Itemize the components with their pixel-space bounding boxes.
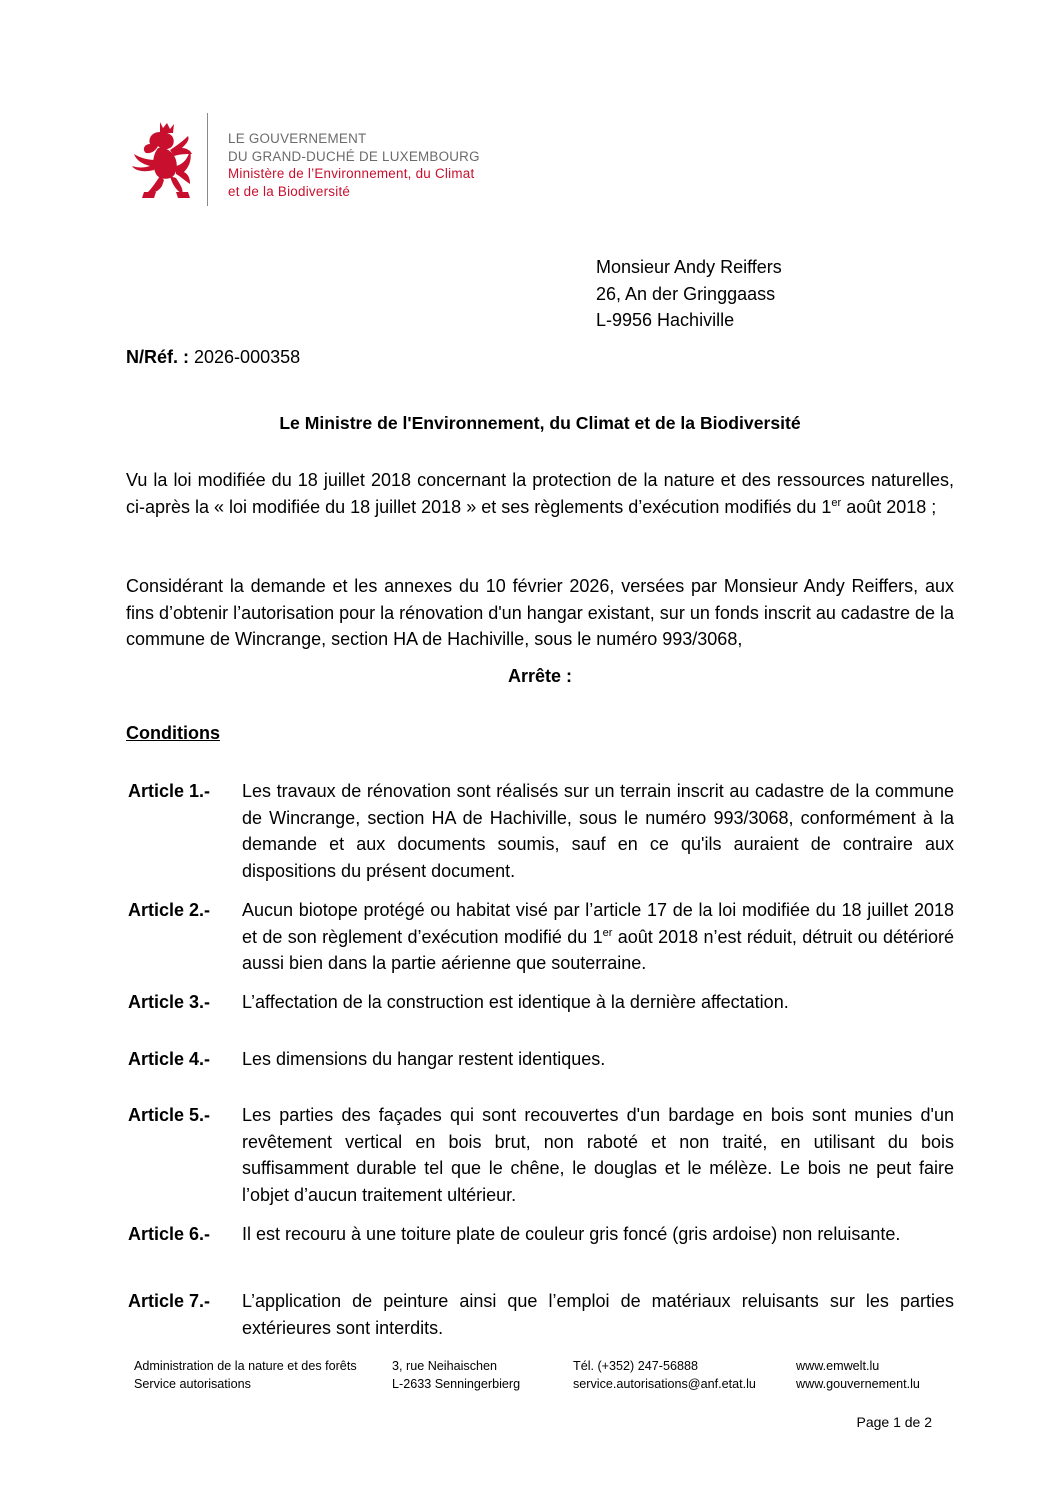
article-1-label: Article 1.-: [128, 781, 211, 801]
recipient-name: Monsieur Andy Reiffers: [596, 257, 782, 277]
page-number: Page 1 de 2: [856, 1414, 932, 1430]
paragraph-legal-basis-b: août 2018 ;: [841, 496, 937, 517]
conditions-heading: Conditions: [126, 723, 220, 743]
article-3-text: L’affectation de la construction est identique à la dernière affectation.: [242, 992, 789, 1012]
footer-contact: [573, 1358, 756, 1393]
recipient-city: L-9956 Hachiville: [596, 310, 735, 330]
org-line-2: DU GRAND-DUCHÉ DE LUXEMBOURG: [228, 148, 480, 164]
footer-col2-line2: L-2633 Senningerbierg: [392, 1376, 521, 1391]
arrete-heading: Arrête :: [507, 666, 573, 686]
superscript-er: er: [831, 496, 842, 509]
paragraph-legal-basis-a: Vu la loi modifiée du 18 juillet 2018 concernant la protection de la nature et des ressources naturelles, ci-après la « loi modifiée du 18 juillet 2018 » et ses règlements d’exécution modifiés du 1: [126, 470, 954, 517]
reference-line: [126, 347, 300, 368]
recipient-street: 26, An der Gringgaass: [596, 283, 776, 304]
article-7-label: Article 7.-: [128, 1291, 211, 1311]
government-header: [228, 130, 480, 200]
superscript-er: er: [602, 926, 613, 939]
footer-address: [392, 1358, 520, 1393]
article-5-label: Article 5.-: [128, 1105, 211, 1125]
article-2-text: [242, 897, 954, 977]
paragraph-legal-basis: [126, 467, 954, 520]
footer-administration: [134, 1358, 357, 1393]
org-line-1: LE GOUVERNEMENT: [228, 131, 367, 146]
article-6-label: Article 6.-: [128, 1224, 211, 1244]
recipient-address: [596, 254, 782, 334]
article-6-text: Il est recouru à une toiture plate de couleur gris foncé (gris ardoise) non reluisante.: [242, 1224, 901, 1244]
footer-website-emwelt-link[interactable]: www.emwelt.lu: [796, 1359, 880, 1373]
article-3-label: Article 3.-: [128, 992, 211, 1012]
ministry-line-1: Ministère de l’Environnement, du Climat: [228, 166, 475, 181]
document-title: Le Ministre de l'Environnement, du Climat et de la Biodiversité: [279, 413, 801, 433]
article-4-text: Les dimensions du hangar restent identiques.: [242, 1049, 606, 1069]
article-2-text-b: août 2018 n’est réduit, détruit ou détérioré aussi bien dans la partie aérienne que souterraine.: [242, 926, 954, 973]
reference-label: N/Réf. :: [126, 347, 189, 367]
footer-col1-line1: Administration de la nature et des forêts: [134, 1359, 357, 1373]
footer-col1-line2: Service autorisations: [134, 1376, 251, 1391]
header-divider: [207, 113, 208, 206]
reference-value: 2026-000358: [194, 347, 301, 367]
article-2-label: Article 2.-: [128, 900, 211, 920]
paragraph-request: Considérant la demande et les annexes du 10 février 2026, versées par Monsieur Andy Reiffers, aux fins d’obtenir l’autorisation pour la rénovation d'un hangar existant, sur un fonds inscrit au cadastre de la commune de Wincrange, section HA de Hachiville, sous le numéro 993/3068,: [126, 576, 954, 649]
footer-email-link[interactable]: service.autorisations@anf.etat.lu: [573, 1376, 756, 1391]
footer-websites: [796, 1358, 920, 1393]
article-5-text: Les parties des façades qui sont recouvertes d'un bardage en bois sont munies d'un revêtement vertical en bois brut, non raboté et non traité, en utilisant du bois suffisamment durable tel que le chêne, le douglas et le mélèze. Le bois ne peut faire l’objet d’aucun traitement ultérieur.: [242, 1105, 954, 1205]
footer-col2-line1: 3, rue Neihaischen: [392, 1359, 498, 1373]
footer-phone: Tél. (+352) 247-56888: [573, 1359, 698, 1373]
article-4-label: Article 4.-: [128, 1049, 211, 1069]
article-7-text: L’application de peinture ainsi que l’emploi de matériaux reluisants sur les parties extérieures sont interdits.: [242, 1291, 954, 1338]
coat-of-arms-lion-logo: [130, 120, 196, 200]
article-2-text-a: Aucun biotope protégé ou habitat visé par l’article 17 de la loi modifiée du 18 juillet 2018 et de son règlement d’exécution modifié du 1: [242, 900, 954, 947]
article-1-text: Les travaux de rénovation sont réalisés sur un terrain inscrit au cadastre de la commune de Wincrange, section HA de Hachiville, sous le numéro 993/3068, conformément à la demande et aux documents soumis, sauf en ce qu'ils auraient de contraire aux dispositions du présent document.: [242, 781, 954, 881]
ministry-line-2: et de la Biodiversité: [228, 183, 351, 199]
footer-website-gouvernement-link[interactable]: www.gouvernement.lu: [796, 1376, 920, 1391]
